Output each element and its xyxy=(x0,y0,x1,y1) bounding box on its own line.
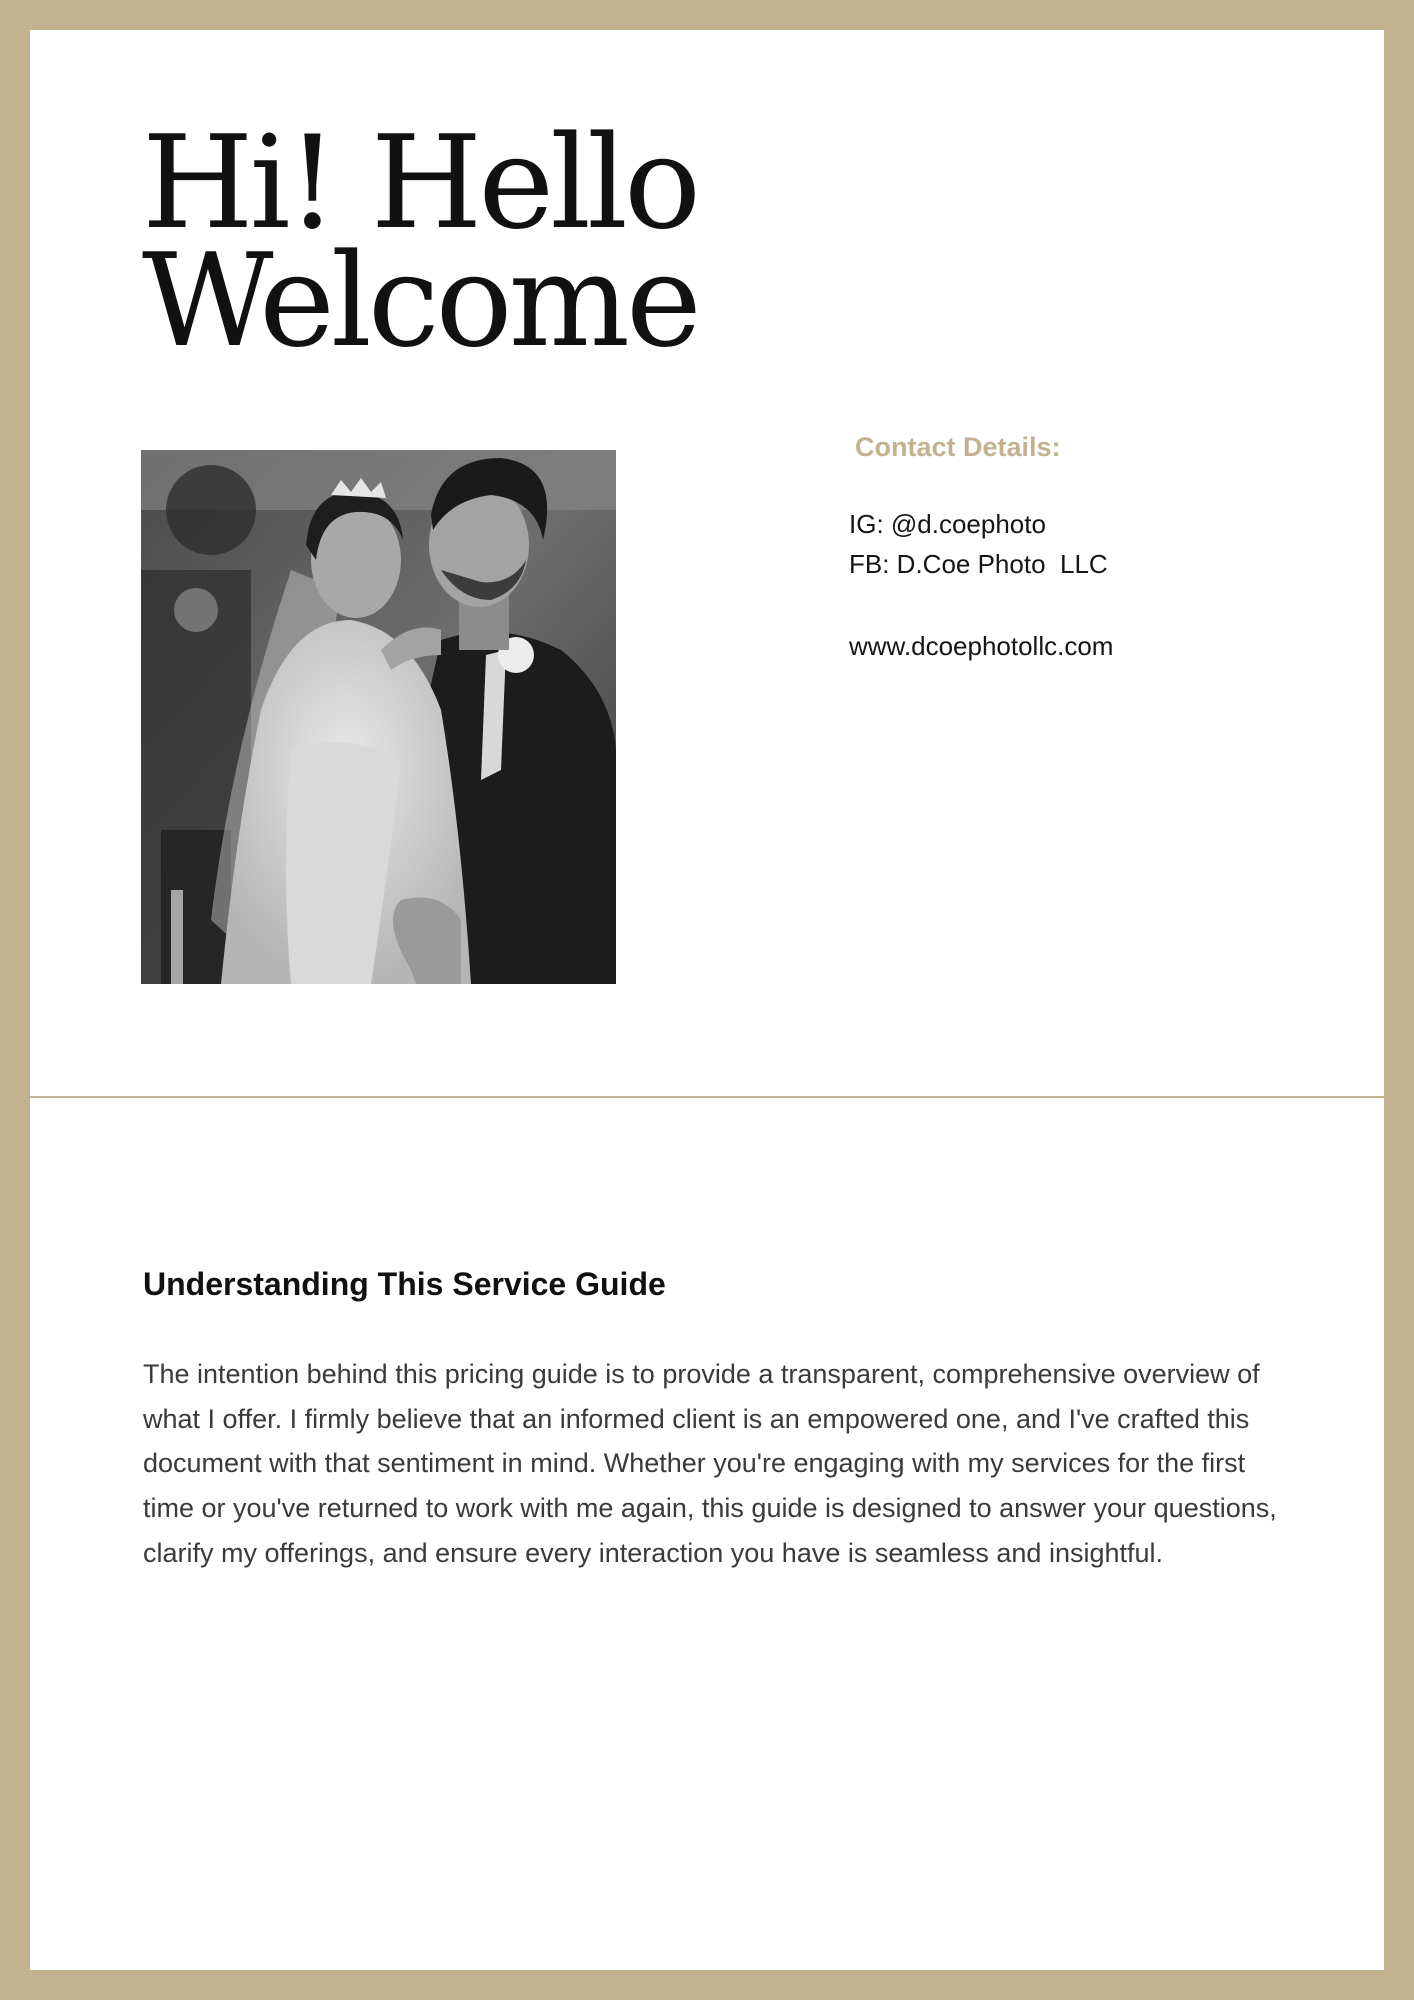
title-line-1: Hi! Hello xyxy=(142,109,697,258)
contact-details xyxy=(849,430,1329,666)
page-title xyxy=(142,109,698,376)
facebook-page: FB: D.Coe Photo LLC xyxy=(849,549,1108,579)
contact-heading: Contact Details: xyxy=(855,432,1061,462)
title-line-2: Welcome xyxy=(142,227,698,376)
page xyxy=(30,30,1384,1970)
section-divider xyxy=(30,1096,1384,1098)
guide-heading: Understanding This Service Guide xyxy=(143,1266,666,1302)
wedding-couple-photo xyxy=(141,450,616,984)
instagram-handle: IG: @d.coephoto xyxy=(849,509,1046,539)
website-link[interactable]: www.dcoephotollc.com xyxy=(849,631,1114,661)
guide-body: The intention behind this pricing guide is to provide a transparent, comprehensive overview of what I offer. I firmly believe that an informed client is an empowered one, and I've crafted this document with that sentiment in mind. Whether you're engaging with my services for the first time or you've returned to work with me again, this guide is designed to answer your questions, clarify my offerings, and ensure every interaction you have is seamless and insightful. xyxy=(143,1359,1277,1568)
